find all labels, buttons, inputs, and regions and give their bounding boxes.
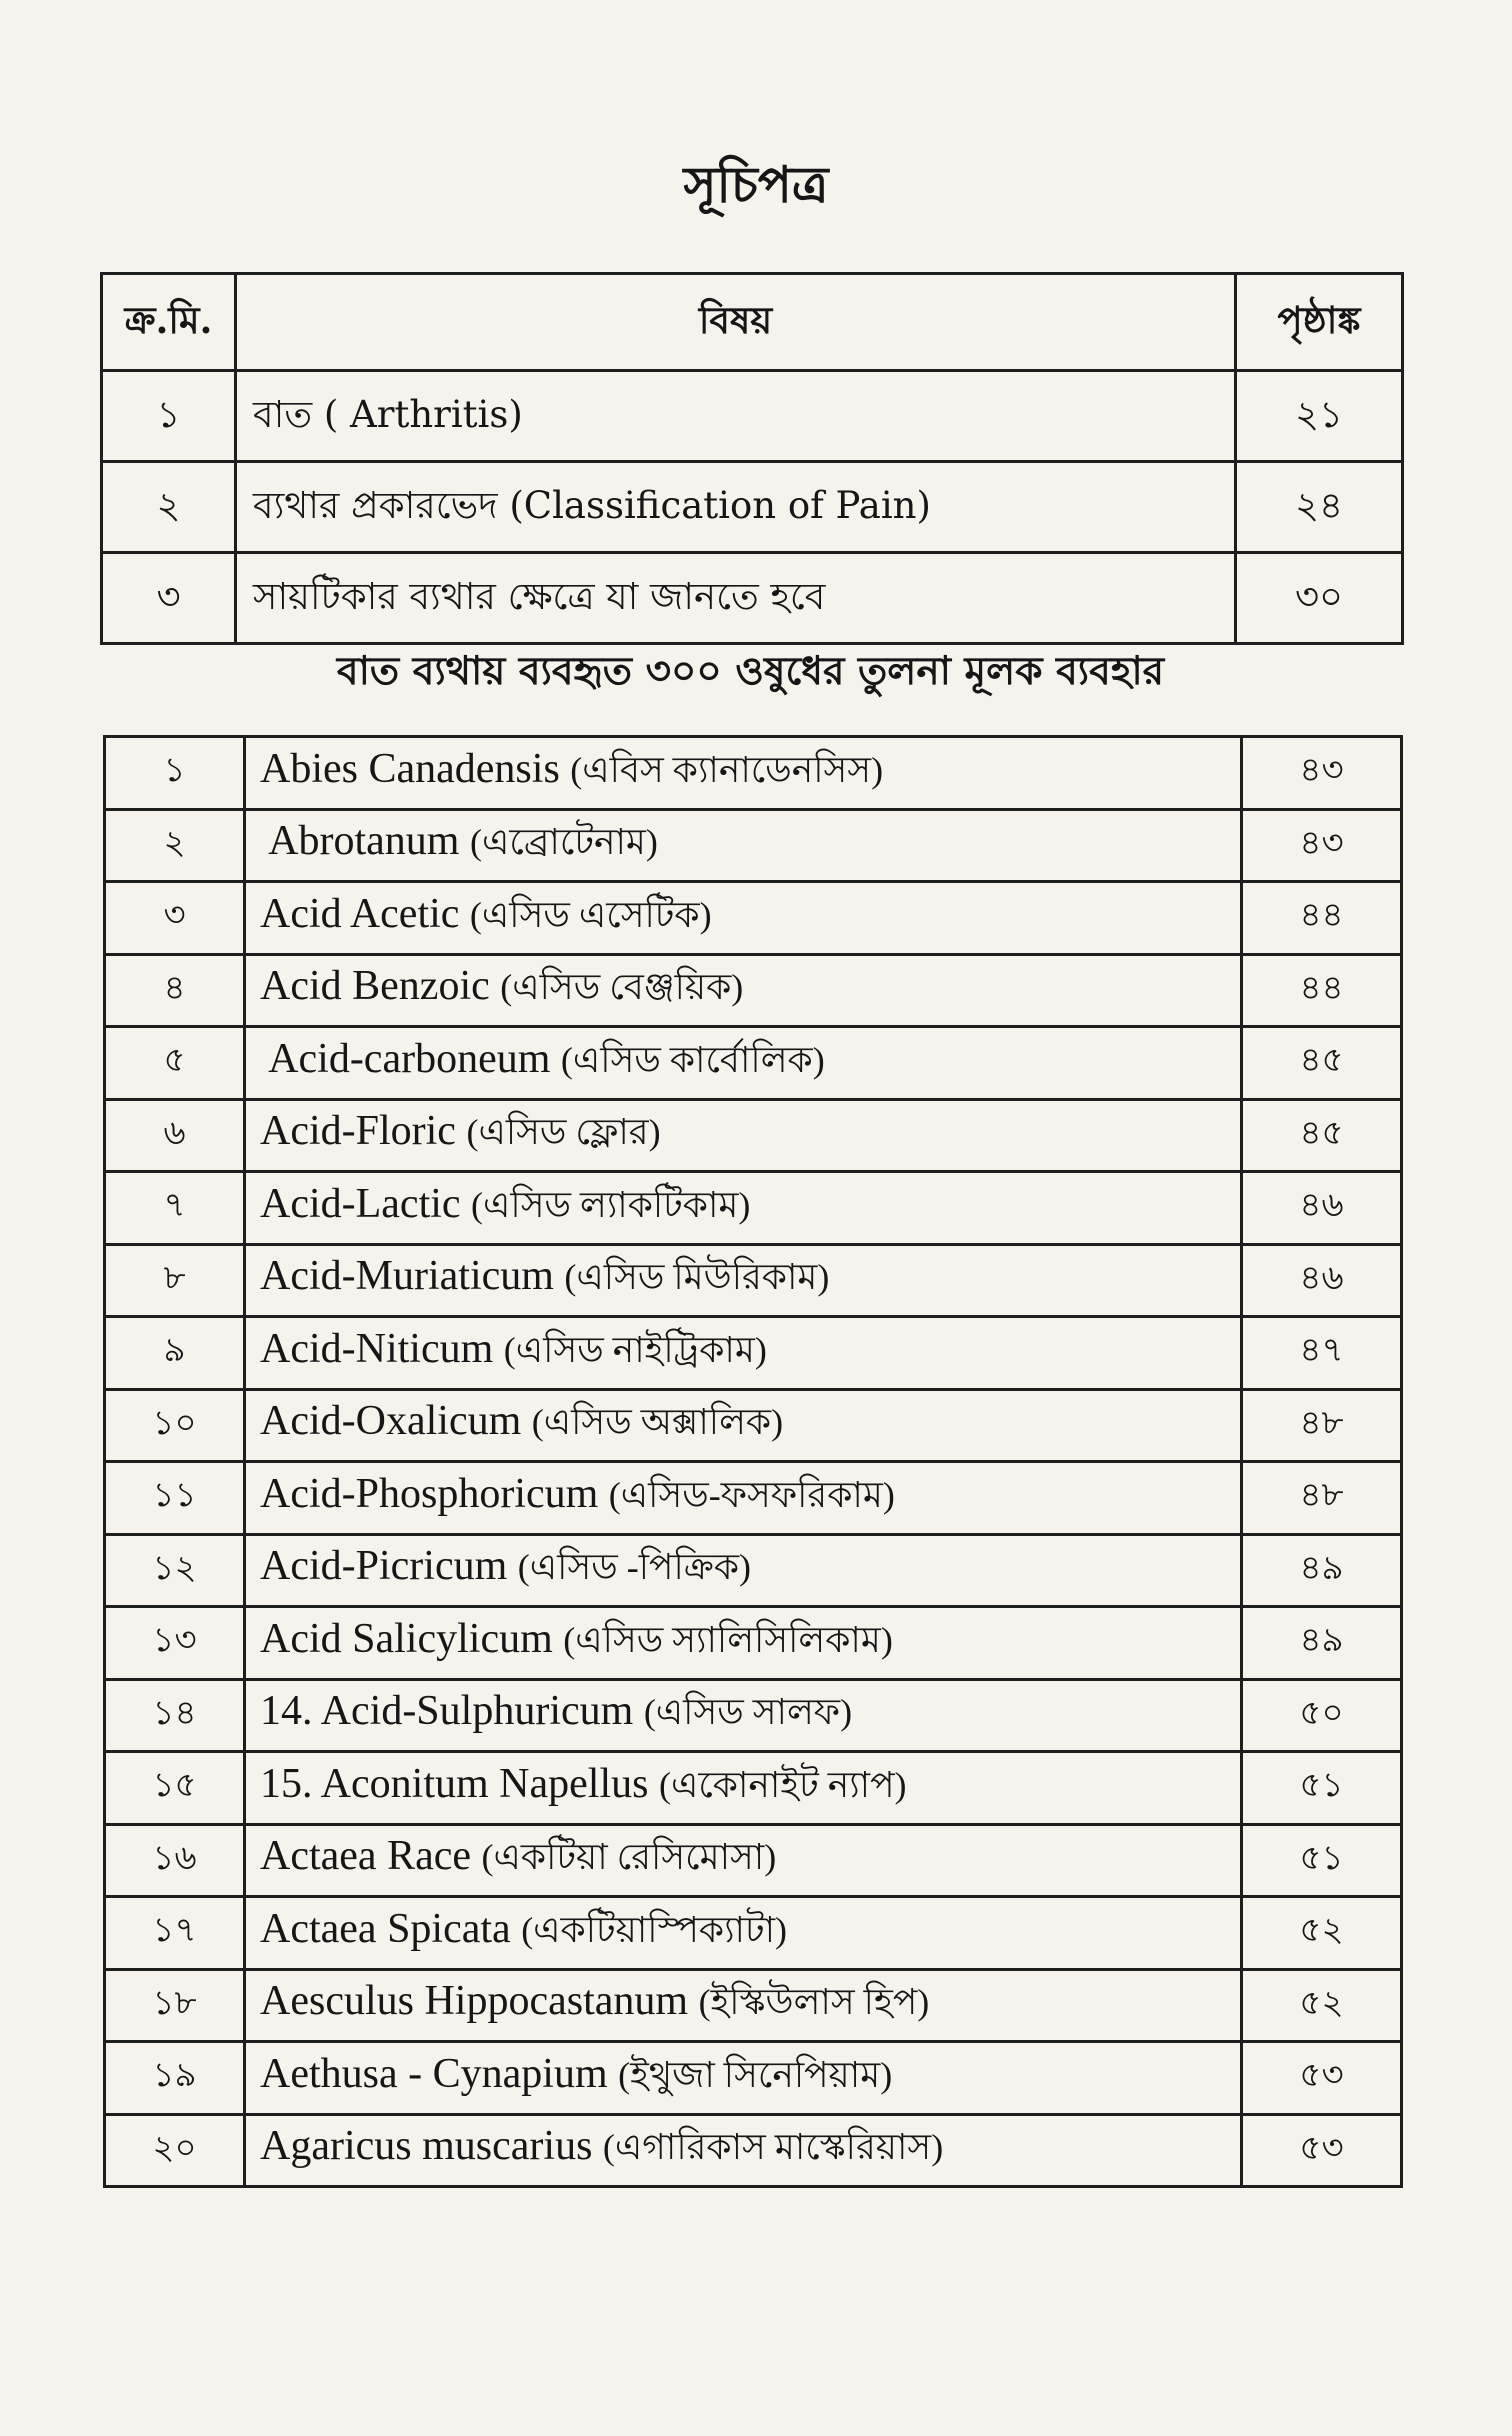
table-row	[105, 1389, 1402, 1462]
subject-header: বিষয়	[236, 274, 1236, 371]
page-cell: ৪৭	[1242, 1317, 1402, 1390]
medicine-bangla-name: (এসিড কার্বোলিক)	[560, 1039, 825, 1080]
medicine-latin-name: Acid-carboneum	[260, 1035, 551, 1082]
page-title: সূচিপত্র	[683, 155, 829, 214]
index-table	[100, 272, 1404, 645]
serial-cell: ১৫	[105, 1752, 245, 1825]
medicine-name-cell	[245, 1969, 1242, 2042]
table-row	[105, 1969, 1402, 2042]
medicine-latin-name: Agaricus muscarius	[260, 2123, 593, 2170]
page-cell: ৪৮	[1242, 1462, 1402, 1535]
page-cell: ৫৩	[1242, 2042, 1402, 2115]
page-header: পৃষ্ঠাঙ্ক	[1236, 274, 1403, 371]
medicine-name-cell	[245, 1389, 1242, 1462]
table-row	[105, 1244, 1402, 1317]
subject-cell: ব্যথার প্রকারভেদ (Classification of Pain)	[236, 462, 1236, 553]
medicine-bangla-name: (ইথুজা সিনেপিয়াম)	[618, 2054, 893, 2095]
medicine-latin-name: Aesculus Hippocastanum	[260, 1978, 689, 2025]
medicine-name-cell	[245, 1679, 1242, 1752]
serial-cell: ১৭	[105, 1897, 245, 1970]
medicine-bangla-name: (ইস্কিউলাস হিপ)	[698, 1982, 930, 2023]
medicine-name-cell	[245, 1099, 1242, 1172]
medicine-latin-name: Acid Salicylicum	[260, 1615, 553, 1662]
medicine-name-cell	[245, 1897, 1242, 1970]
page-cell: ৫২	[1242, 1969, 1402, 2042]
page-cell: ৫১	[1242, 1752, 1402, 1825]
medicine-latin-name: Actaea Spicata	[260, 1905, 511, 1952]
table-row	[105, 1607, 1402, 1680]
serial-cell: ৬	[105, 1099, 245, 1172]
serial-cell: ২০	[105, 2114, 245, 2187]
serial-cell: ৩	[102, 553, 236, 644]
medicine-name-cell	[245, 737, 1242, 810]
page-cell: ৪৪	[1242, 954, 1402, 1027]
medicine-name-cell	[245, 1607, 1242, 1680]
serial-cell: ১৮	[105, 1969, 245, 2042]
serial-cell: ১৯	[105, 2042, 245, 2115]
serial-cell: ১	[102, 371, 236, 462]
medicine-name-cell	[245, 1244, 1242, 1317]
medicine-bangla-name: (একটিয়া রেসিমোসা)	[481, 1837, 777, 1878]
medicine-latin-name: Acid-Oxalicum	[260, 1398, 522, 1445]
serial-cell: ১০	[105, 1389, 245, 1462]
index-table-header	[102, 274, 1403, 371]
medicine-latin-name: Abies Canadensis	[260, 745, 560, 792]
serial-cell: ১৪	[105, 1679, 245, 1752]
serial-cell: ২	[102, 462, 236, 553]
medicine-name-cell	[245, 1462, 1242, 1535]
medicine-latin-name: Acid-Picricum	[260, 1543, 508, 1590]
medicine-bangla-name: (এব্রোটেনাম)	[469, 822, 658, 863]
medicine-latin-name: Aethusa - Cynapium	[260, 2050, 608, 2097]
serial-cell: ১৩	[105, 1607, 245, 1680]
medicine-name-cell	[245, 882, 1242, 955]
medicine-latin-name: Acid-Floric	[260, 1108, 456, 1155]
page-cell: ৪৬	[1242, 1172, 1402, 1245]
medicine-latin-name: Actaea Race	[260, 1833, 472, 1880]
table-row	[102, 462, 1403, 553]
table-row	[105, 1679, 1402, 1752]
medicine-name-cell	[245, 1317, 1242, 1390]
table-row	[102, 553, 1403, 644]
medicine-table	[103, 735, 1403, 2188]
page-cell: ৪৫	[1242, 1099, 1402, 1172]
page-cell: ৪৩	[1242, 737, 1402, 810]
medicine-bangla-name: (এসিড মিউরিকাম)	[564, 1257, 830, 1298]
serial-cell: ৪	[105, 954, 245, 1027]
serial-cell: ৮	[105, 1244, 245, 1317]
page-cell: ৪৫	[1242, 1027, 1402, 1100]
page-cell: ৪৮	[1242, 1389, 1402, 1462]
serial-header: ক্র.মি.	[102, 274, 236, 371]
page-cell: ৫১	[1242, 1824, 1402, 1897]
medicine-bangla-name: (এসিড অক্সালিক)	[531, 1402, 784, 1443]
medicine-latin-name: Acid Benzoic	[260, 963, 490, 1010]
table-row	[105, 1534, 1402, 1607]
medicine-bangla-name: (এসিড বেঞ্জয়িক)	[500, 967, 744, 1008]
medicine-latin-name: Acid-Muriaticum	[260, 1253, 554, 1300]
table-row	[105, 1462, 1402, 1535]
page-cell: ৪৩	[1242, 809, 1402, 882]
page-cell: ৫২	[1242, 1897, 1402, 1970]
medicine-latin-name: Acid-Niticum	[260, 1325, 494, 1372]
medicine-latin-name: Abrotanum	[260, 818, 460, 865]
table-row	[105, 2114, 1402, 2187]
table-row	[105, 1172, 1402, 1245]
table-row	[105, 1317, 1402, 1390]
medicine-name-cell	[245, 809, 1242, 882]
medicine-bangla-name: (এসিড স্যালিসিলিকাম)	[563, 1619, 893, 1660]
page-cell: ৫৩	[1242, 2114, 1402, 2187]
serial-cell: ৯	[105, 1317, 245, 1390]
table-row	[105, 1099, 1402, 1172]
serial-cell: ১৬	[105, 1824, 245, 1897]
medicine-name-cell	[245, 1752, 1242, 1825]
medicine-name-cell	[245, 1534, 1242, 1607]
section-heading: বাত ব্যথায় ব্যবহৃত ৩০০ ওষুধের তুলনা মূলক ব্যবহার	[336, 648, 1165, 694]
serial-cell: ২	[105, 809, 245, 882]
medicine-name-cell	[245, 2114, 1242, 2187]
medicine-bangla-name: (এগারিকাস মাস্কেরিয়াস)	[602, 2127, 944, 2168]
medicine-name-cell	[245, 954, 1242, 1027]
medicine-bangla-name: (এসিড ফ্লোর)	[466, 1112, 661, 1153]
serial-cell: ১	[105, 737, 245, 810]
medicine-bangla-name: (এসিড -পিক্রিক)	[517, 1547, 752, 1588]
table-row	[105, 1897, 1402, 1970]
medicine-name-cell	[245, 2042, 1242, 2115]
subject-cell: বাত ( Arthritis)	[236, 371, 1236, 462]
medicine-bangla-name: (এসিড নাইট্রিকাম)	[503, 1329, 767, 1370]
table-row	[105, 2042, 1402, 2115]
page-cell: ৪৪	[1242, 882, 1402, 955]
page-cell: ২৪	[1236, 462, 1403, 553]
medicine-bangla-name: (একটিয়াস্পিক্যাটা)	[521, 1909, 788, 1950]
table-row	[102, 371, 1403, 462]
serial-cell: ৭	[105, 1172, 245, 1245]
serial-cell: ১২	[105, 1534, 245, 1607]
serial-cell: ৩	[105, 882, 245, 955]
medicine-latin-name: Acid-Phosphoricum	[260, 1470, 599, 1517]
page-cell: ৪৯	[1242, 1534, 1402, 1607]
medicine-bangla-name: (একোনাইট ন্যাপ)	[658, 1764, 907, 1805]
table-row	[105, 954, 1402, 1027]
table-row	[105, 1824, 1402, 1897]
medicine-bangla-name: (এসিড এসেটিক)	[469, 894, 712, 935]
page-cell: ৩০	[1236, 553, 1403, 644]
medicine-latin-name: 15. Aconitum Napellus	[260, 1760, 649, 1807]
medicine-name-cell	[245, 1824, 1242, 1897]
medicine-bangla-name: (এসিড-ফসফরিকাম)	[608, 1474, 895, 1515]
medicine-bangla-name: (এসিড ল্যাকটিকাম)	[471, 1184, 751, 1225]
medicine-latin-name: 14. Acid-Sulphuricum	[260, 1688, 634, 1735]
serial-cell: ১১	[105, 1462, 245, 1535]
medicine-name-cell	[245, 1027, 1242, 1100]
page-cell: ৫০	[1242, 1679, 1402, 1752]
subject-cell: সায়টিকার ব্যথার ক্ষেত্রে যা জানতে হবে	[236, 553, 1236, 644]
medicine-bangla-name: (এবিস ক্যানাডেনসিস)	[570, 749, 884, 790]
table-row	[105, 882, 1402, 955]
medicine-bangla-name: (এসিড সালফ)	[643, 1692, 853, 1733]
page-cell: ৪৬	[1242, 1244, 1402, 1317]
page-cell: ২১	[1236, 371, 1403, 462]
table-row	[105, 809, 1402, 882]
page-cell: ৪৯	[1242, 1607, 1402, 1680]
medicine-name-cell	[245, 1172, 1242, 1245]
serial-cell: ৫	[105, 1027, 245, 1100]
table-row	[105, 737, 1402, 810]
medicine-latin-name: Acid-Lactic	[260, 1180, 461, 1227]
table-row	[105, 1752, 1402, 1825]
medicine-latin-name: Acid Acetic	[260, 890, 460, 937]
table-row	[105, 1027, 1402, 1100]
